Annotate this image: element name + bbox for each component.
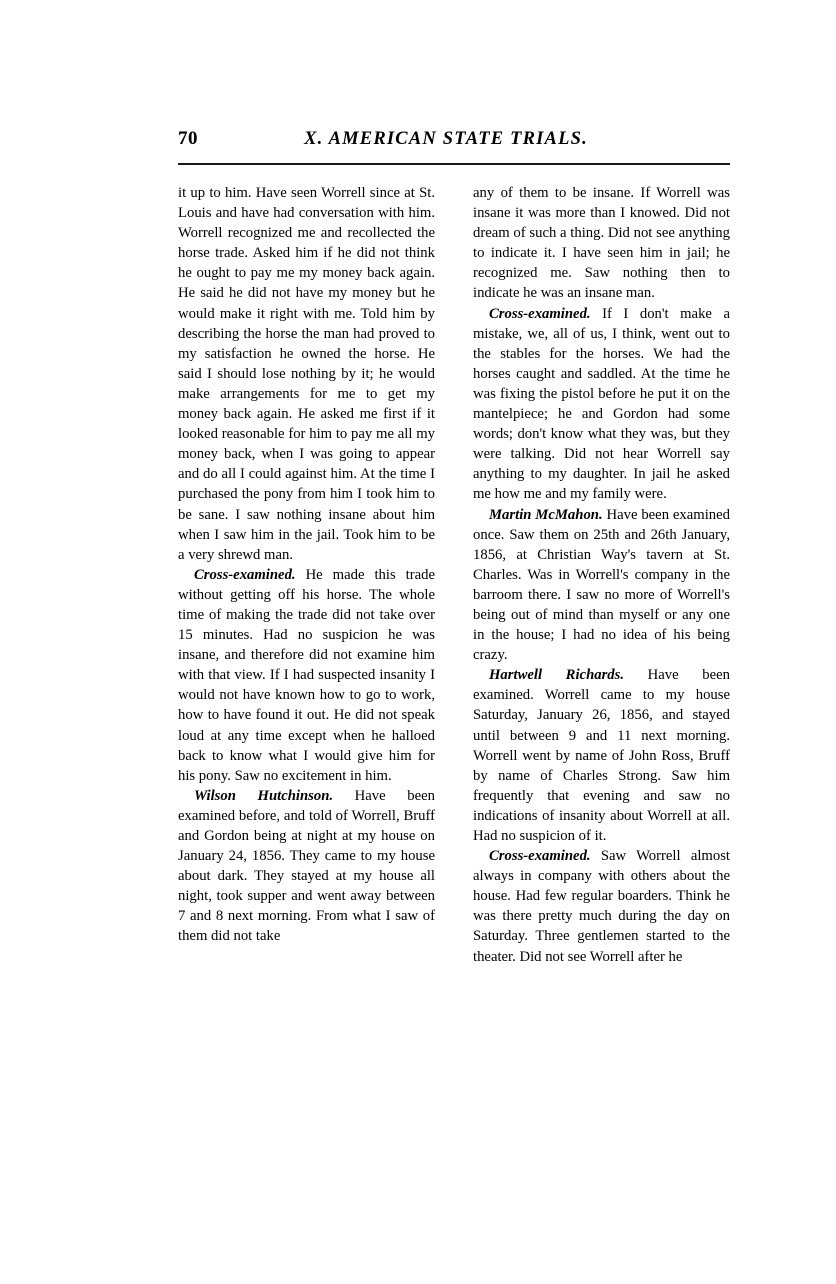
paragraph <box>473 304 730 505</box>
speaker-label: Cross-examined. <box>489 305 591 322</box>
speaker-label: Cross-examined. <box>489 848 591 865</box>
paragraph-text: Saw Worrell almost always in company with others about the house. Had few regular boarders. Think he was there pretty much during the day on Saturday. Three gentlemen started to the theater. Did not see Worrell after he <box>473 848 730 965</box>
speaker-label: Cross-examined. <box>194 566 296 583</box>
paragraph <box>473 665 730 846</box>
paragraph-text: Have been examined. Worrell came to my house Saturday, January 26, 1856, and stayed until between 9 and 11 next morning. Worrell went by name of John Ross, Bruff by name of Charles Strong. Saw him frequently that evening and saw no indications of insanity about Worrell at all. Had no suspicion of it. <box>473 667 730 844</box>
paragraph <box>473 846 730 967</box>
paragraph-text: If I don't make a mistake, we, all of us, I think, went out to the stables for the horses. We had the horses caught and saddled. At the time he was fixing the pistol before he put it on the mantelpiece; he and Gordon had some words; don't know what they was, but they were talking. Did not hear Worrell say anything to my daughter. In jail he asked me how me and my family were. <box>473 305 730 503</box>
speaker-label: Wilson Hutchinson. <box>194 787 334 804</box>
running-title: X. AMERICAN STATE TRIALS. <box>304 129 588 149</box>
paragraph-text: He made this trade without getting off his horse. The whole time of making the trade did not take over 15 minutes. Had no suspicion he was insane, and therefore did not examine him with that view. If I had suspected insanity I would not have known how to go to work, how to have found it out. He did not speak loud at any time except when he halloed back to know what I would give him for his pony. Saw no excitement in him. <box>178 566 435 784</box>
paragraph <box>178 786 435 947</box>
page-header <box>178 128 730 150</box>
speaker-label: Martin McMahon. <box>489 506 603 523</box>
paragraph-text: it up to him. Have seen Worrell since at St. Louis and have had conversation with him. Worrell recognized me and recollected the horse trade. Asked him if he did not think he ought to pay me my money back again. He said he did not have my money but he would make it right with me. Told him by describing the horse the man had proved to my satisfaction he owned the horse. He said I should lose nothing by it; he would make arrangements for me to get my money back again. He asked me first if it looked reasonable for him to pay me all my money back, when I was going to appear and do all I could against him. At the time I purchased the pony from him I took him to be sane. I saw nothing insane about him when I saw him in the jail. Took him to be a very shrewd man. <box>178 185 435 563</box>
header-rule <box>178 163 730 165</box>
paragraph <box>473 505 730 666</box>
column-left <box>178 183 435 967</box>
paragraph-text: any of them to be insane. If Worrell was insane it was more than I knowed. Did not dream of such a thing. Did not see anything to indicate it. I have seen him in jail; he recognized me. Saw nothing then to indicate he was an insane man. <box>473 185 730 302</box>
paragraph <box>178 565 435 786</box>
paragraph-text: Have been examined once. Saw them on 25th and 26th January, 1856, at Christian Way's tavern at St. Charles. Was in Worrell's company in the barroom there. I saw no more of Worrell's being out of mind than myself or any one in the house; I had no idea of his being crazy. <box>473 506 730 664</box>
page-number: 70 <box>178 128 198 149</box>
column-right <box>473 183 730 967</box>
paragraph <box>473 183 730 304</box>
text-columns <box>178 183 730 967</box>
paragraph <box>178 183 435 565</box>
paragraph-text: Have been examined before, and told of Worrell, Bruff and Gordon being at night at my house on January 24, 1856. They came to my house about dark. They stayed at my house all night, took supper and went away between 7 and 8 next morning. From what I saw of them did not take <box>178 787 436 945</box>
speaker-label: Hartwell Richards. <box>489 667 625 684</box>
